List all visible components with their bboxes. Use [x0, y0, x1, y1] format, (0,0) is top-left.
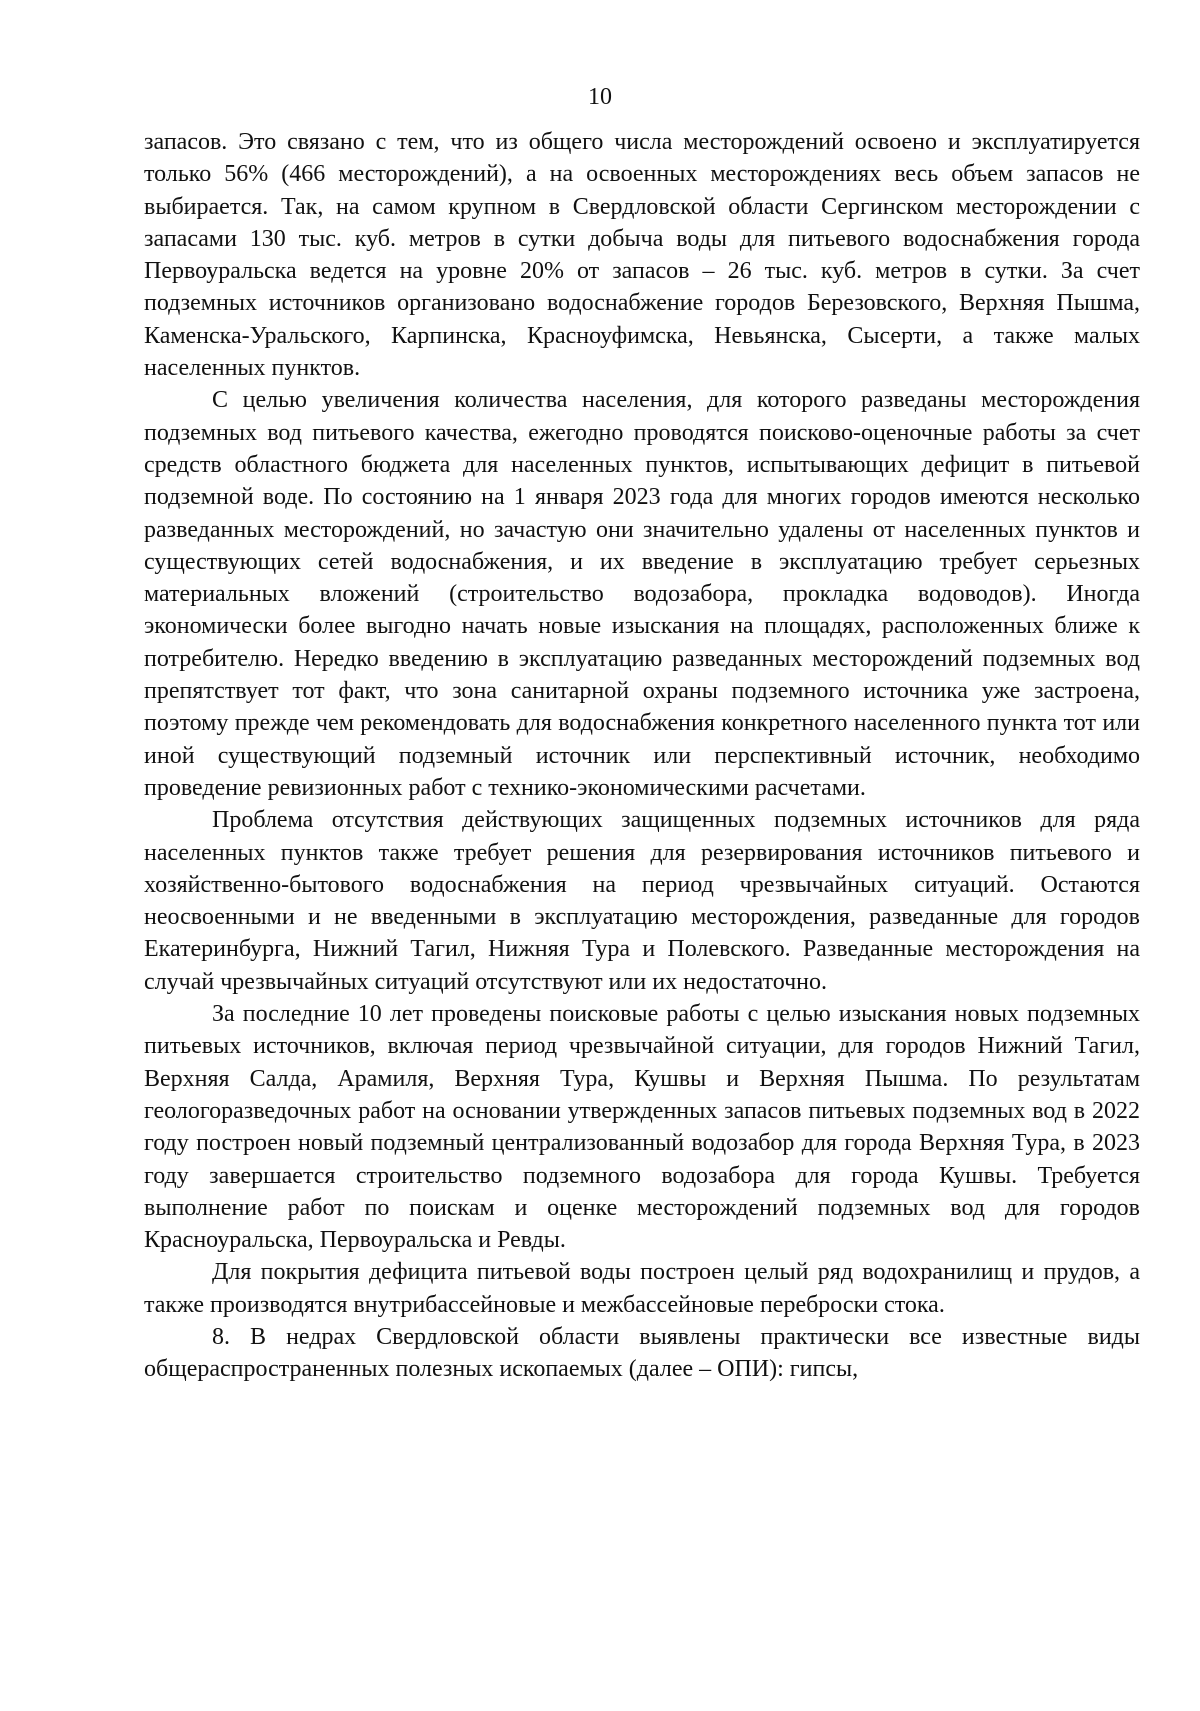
paragraph-reserve-sources-problem: Проблема отсутствия действующих защищенных подземных источников для ряда населенных пунктов также требует решения для резервирования источников питьевого и хозяйственно-бытового водоснабжения на период чрезвычайных ситуаций. Остаются неосвоенными и не введенными в эксплуатацию месторождения, разведанные для городов Екатеринбурга, Нижний Тагил, Нижняя Тура и Полевского. Разведанные месторождения на случай чрезвычайных ситуаций отсутствуют или их недостаточно. — [144, 807, 1140, 995]
paragraph-last-ten-years: За последние 10 лет проведены поисковые работы с целью изыскания новых подземных питьевых источников, включая период чрезвычайной ситуации, для городов Нижний Тагил, Верхняя Салда, Арамиля, Верхняя Тура, Кушвы и Верхняя Пышма. По результатам геологоразведочных работ на основании утвержденных запасов питьевых подземных вод в 2022 году построен новый подземный централизованный водозабор для города Верхняя Тура, в 2023 году завершается строительство подземного водозабора для города Кушвы. Требуется выполнение работ по поискам и оценке месторождений подземных вод для городов Красноуральска, Первоуральска и Ревды. — [144, 1001, 1140, 1254]
paragraph-reservoirs: Для покрытия дефицита питьевой воды построен целый ряд водохранилищ и прудов, а также производятся внутрибассейновые и межбассейновые переброски стока. — [144, 1259, 1140, 1318]
paragraph-common-minerals: 8. В недрах Свердловской области выявлены практически все известные виды общераспространенных полезных ископаемых (далее – ОПИ): гипсы, — [144, 1323, 1140, 1383]
body-text — [144, 126, 1140, 1386]
page-number: 10 — [588, 84, 612, 110]
paragraph-exploration-works: С целью увеличения количества населения, для которого разведаны месторождения подземных вод питьевого качества, ежегодно проводятся поисково-оценочные работы за счет средств областного бюджета для населенных пунктов, испытывающих дефицит в питьевой подземной воде. По состоянию на 1 января 2023 года для многих городов имеются несколько разведанных месторождений, но зачастую они значительно удалены от населенных пунктов и существующих сетей водоснабжения, и их введение в эксплуатацию требует серьезных материальных вложений (строительство водозабора, прокладка водоводов). Иногда экономически более выгодно начать новые изыскания на площадях, расположенных ближе к потребителю. Нередко введению в эксплуатацию разведанных месторождений подземных вод препятствует тот факт, что зона санитарной охраны подземного источника уже застроена, поэтому прежде чем рекомендовать для водоснабжения конкретного населенного пункта тот или иной существующий подземный источник или перспективный источник, необходимо проведение ревизионных работ с технико-экономическими расчетами. — [144, 387, 1140, 801]
paragraph-reserves-usage: запасов. Это связано с тем, что из общего числа месторождений освоено и эксплуатируется только 56% (466 месторождений), а на освоенных месторождениях весь объем запасов не выбирается. Так, на самом крупном в Свердловской области Сергинском месторождении с запасами 130 тыс. куб. метров в сутки добыча воды для питьевого водоснабжения города Первоуральска ведется на уровне 20% от запасов – 26 тыс. куб. метров в сутки. За счет подземных источников организовано водоснабжение городов Березовского, Верхняя Пышма, Каменска-Уральского, Карпинска, Красноуфимска, Невьянска, Сысерти, а также малых населенных пунктов. — [144, 129, 1140, 382]
